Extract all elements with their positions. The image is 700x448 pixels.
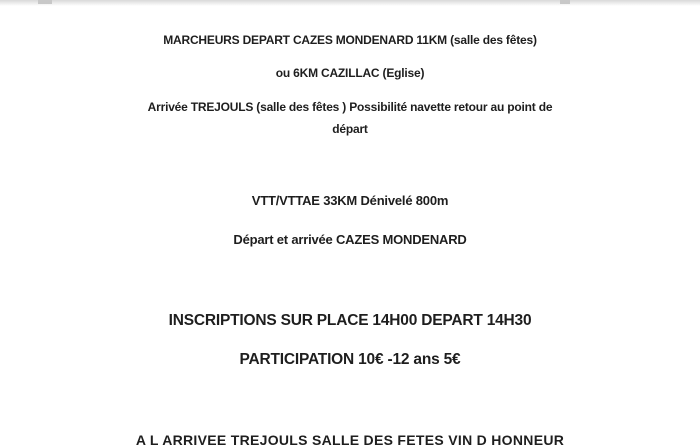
scan-top-shadow (0, 0, 700, 6)
vtt-route-line: VTT/VTTAE 33KM Dénivelé 800m (251, 193, 449, 208)
arrival-reception-line: A L ARRIVEE TREJOULS SALLE DES FETES VIN D HONNEUR (135, 432, 565, 448)
walkers-arrival-line-cont: départ (332, 122, 368, 136)
walkers-alt-start-line: ou 6KM CAZILLAC (Eglise) (275, 66, 425, 80)
scan-artifact (38, 0, 52, 4)
walkers-start-line: MARCHEURS DEPART CAZES MONDENARD 11KM (salle des fêtes) (163, 33, 537, 47)
vtt-start-arrival-line: Départ et arrivée CAZES MONDENARD (233, 232, 467, 247)
walkers-arrival-line: Arrivée TREJOULS (salle des fêtes ) Possibilité navette retour au point de (147, 100, 553, 114)
registration-line: INSCRIPTIONS SUR PLACE 14H00 DEPART 14H30 (168, 312, 532, 329)
participation-fee-line: PARTICIPATION 10€ -12 ans 5€ (239, 351, 461, 368)
scan-artifact (560, 0, 570, 4)
